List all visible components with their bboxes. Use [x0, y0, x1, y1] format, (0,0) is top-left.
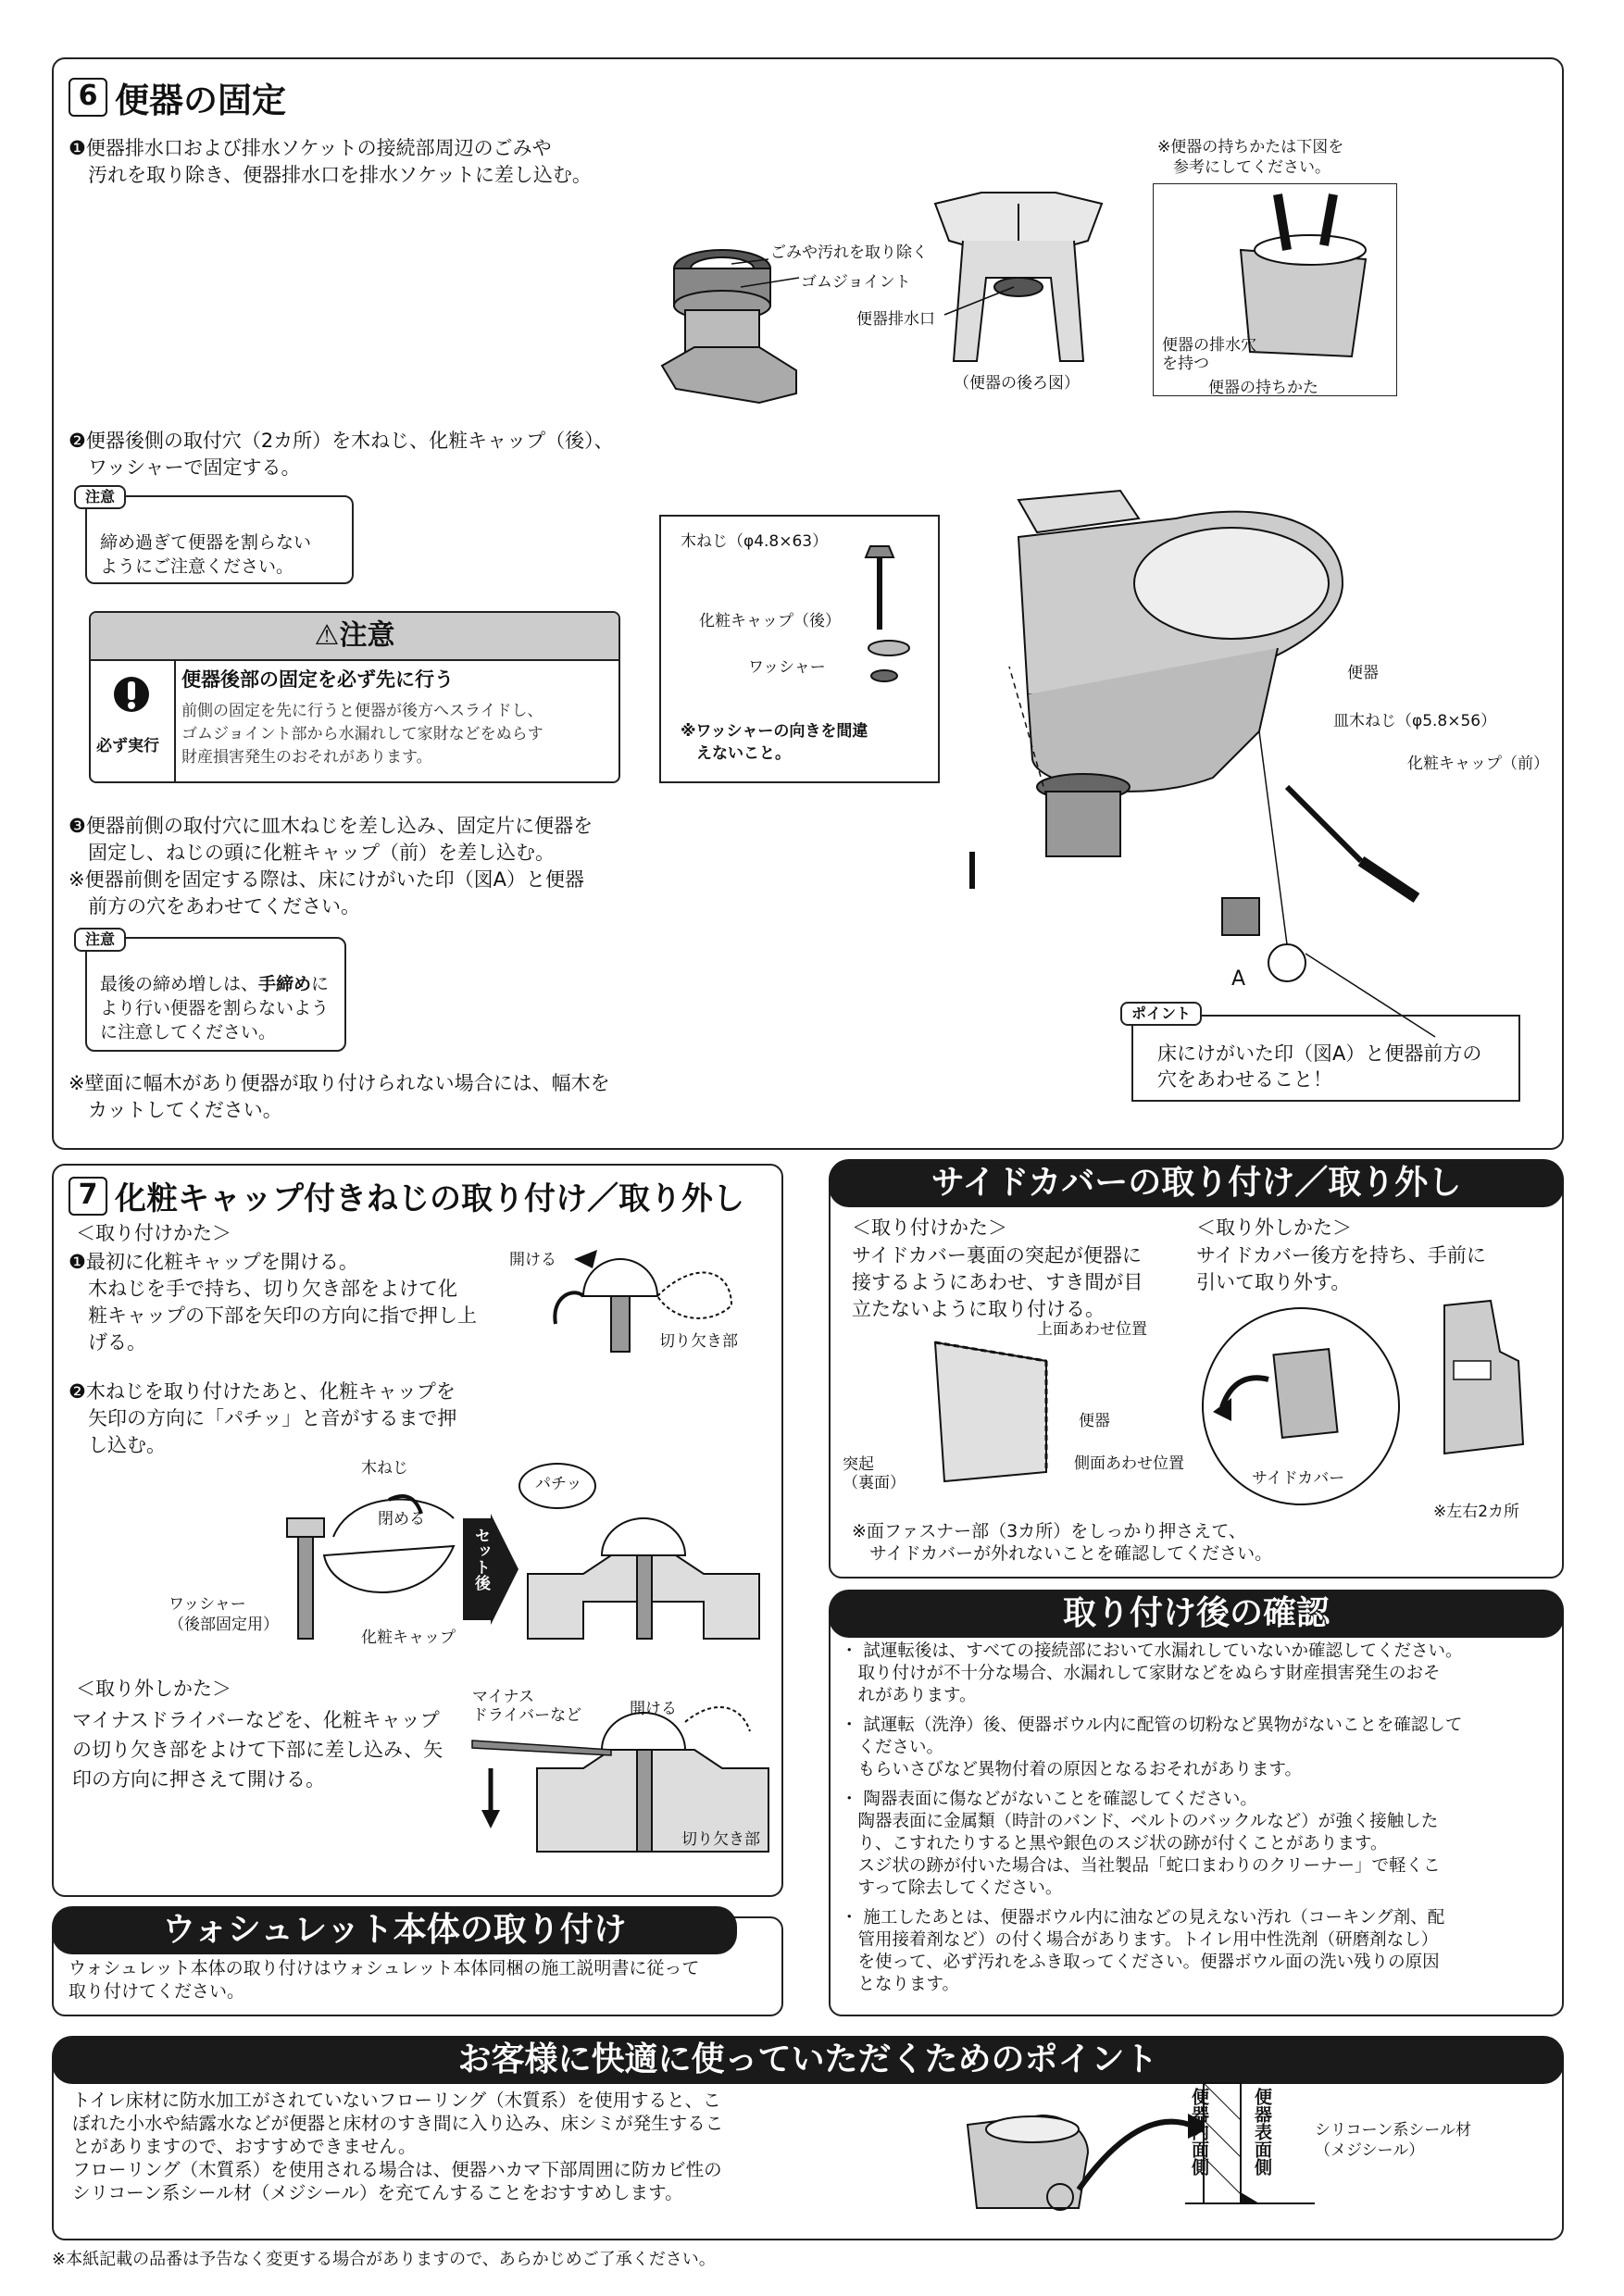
install-step-2: ❷木ねじを取り付けたあと、化粧キャップを 矢印の方向に「パチッ」と音がするまで押 し込む。	[69, 1380, 457, 1456]
label-pachi: パチッ	[535, 1475, 582, 1493]
warning-header: ⚠注意	[91, 613, 618, 661]
warning-head: 便器後部の固定を必ず先に行う	[181, 668, 454, 691]
label-washer-rear: ワッシャー （後部固定用）	[169, 1595, 279, 1634]
label-toilet: 便器	[1347, 664, 1379, 682]
label-screw-front: 皿木ねじ（φ5.8×56）	[1333, 712, 1497, 730]
hold-note: ※便器の持ちかたは下図を 参考にしてください。	[1157, 138, 1344, 177]
point-text: 床にけがいた印（図A）と便器前方の 穴をあわせること！	[1157, 1042, 1482, 1091]
washlet-banner: ウォシュレット本体の取り付け	[52, 1906, 737, 1954]
caution-tag-1: 注意	[74, 485, 126, 509]
points-text: トイレ床材に防水加工がされていないフローリング（木質系）を使用すると、こ ぼれた小水や結露水などが便器と床材のすき間に入り込み、床シミが発生するこ とがありますので、おすすめできません。 フローリング（木質系）を使用される場合は、便器ハカマ下部周囲に防カビ性の シリコーン系シール材（メジシール）を充てんすることをおすすめします。	[72, 2090, 724, 2203]
rear-screw-illustration	[852, 537, 926, 694]
side-cover-install-illustration	[917, 1324, 1065, 1491]
label-mark-a: A	[1231, 967, 1246, 991]
label-outlet: 便器排水口	[856, 310, 935, 329]
side-cover-remove-illustration	[1213, 1324, 1389, 1491]
point-tag: ポイント	[1120, 1002, 1202, 1026]
label-top-position: 上面あわせ位置	[1037, 1320, 1147, 1339]
caution-note-1	[85, 495, 354, 584]
caution-note-2	[85, 937, 346, 1052]
check-item: ・ 試運転（洗浄）後、便器ボウル内に配管の切粉など異物がないことを確認して ください。 もらいさびなど異物付着の原因となるおそれがあります。	[841, 1716, 1463, 1779]
label-minus-driver: マイナス ドライバーなど	[472, 1688, 582, 1725]
label-both-sides: ※左右2カ所	[1433, 1503, 1520, 1521]
label-set-after: セット後	[471, 1528, 490, 1591]
mandatory-action-icon	[113, 676, 150, 724]
remove-text: マイナスドライバーなどを、化粧キャップ の切り欠き部をよけて下部に差し込み、矢 印の方向に押さえて開ける。	[72, 1709, 443, 1791]
label-seal: シリコーン系シール材 （メジシール）	[1315, 2121, 1471, 2160]
section-title-text: 化粧キャップ付きねじの取り付け／取り外し	[115, 1180, 744, 1217]
section-7-title	[69, 1173, 744, 1218]
label-hold-how: 便器の持ちかた	[1208, 379, 1318, 397]
side-remove-text: サイドカバー後方を持ち、手前に 引いて取り外す。	[1196, 1244, 1486, 1293]
caution-tag-2: 注意	[74, 928, 126, 952]
step-3-text: ❸便器前側の取付穴に皿木ねじを差し込み、固定片に便器を 固定し、ねじの頭に化粧キャップ（前）を差し込む。 ※便器前側を固定する際は、床にけがいた印（図A）と便器 前方の穴をあわせてください。	[69, 815, 593, 917]
washer-note: ※ワッシャーの向きを間違 えないこと。	[681, 722, 868, 763]
label-notch-2: 切り欠き部	[681, 1830, 760, 1849]
label-washer: ワッシャー	[748, 658, 826, 677]
label-hold-hole: 便器の排水穴 を持つ	[1162, 336, 1256, 373]
baseboard-note: ※壁面に幅木があり便器が取り付けられない場合には、幅木を カットしてください。	[69, 1072, 610, 1121]
toilet-fixing-illustration	[954, 481, 1472, 1000]
toilet-side-illustration	[1417, 1296, 1537, 1481]
label-back-view: （便器の後ろ図）	[954, 374, 1080, 393]
label-inner-side: 便器内面側	[1189, 2088, 1209, 2176]
label-close: 閉める	[378, 1510, 425, 1529]
section-title-text: 便器の固定	[115, 81, 286, 120]
label-cap-front: 化粧キャップ（前）	[1407, 755, 1549, 773]
label-outer-side: 便器表面側	[1252, 2088, 1272, 2176]
check-list	[841, 1641, 1554, 1996]
label-dirt: ごみや汚れを取り除く	[770, 243, 928, 262]
step-2-text: ❷便器後側の取付穴（2カ所）を木ねじ、化粧キャップ（後）、 ワッシャーで固定する。	[69, 430, 614, 479]
label-bump: 突起 （裏面）	[843, 1455, 906, 1492]
check-item: ・ 試運転後は、すべての接続部において水漏れしていないか確認してください。 取り付けが不十分な場合、水漏れして家財などをぬらす財産損害発生のおそ れがあります。	[841, 1641, 1463, 1705]
check-banner: 取り付け後の確認	[829, 1590, 1564, 1638]
check-item: ・ 施工したあとは、便器ボウル内に油などの見えない汚れ（コーキング剤、配 管用接着剤など）の付く場合があります。トイレ用中性洗剤（研磨剤なし） を使って、必ず汚れをふき取ってください。便器ボウル面の洗い残りの原因 となります。	[841, 1908, 1445, 1994]
warning-icon-label: 必ず実行	[96, 737, 159, 755]
install-step-1: ❶最初に化粧キャップを開ける。 木ねじを手で持ち、切り欠き部をよけて化 粧キャップの下部を矢印の方向に指で押し上 げる。	[69, 1251, 477, 1354]
label-cover: サイドカバー	[1252, 1469, 1345, 1488]
label-screw: 木ねじ	[361, 1459, 408, 1478]
label-side-toilet: 便器	[1079, 1412, 1110, 1430]
side-cover-note: ※面ファスナー部（3カ所）をしっかり押さえて、 サイドカバーが外れないことを確認してください。	[852, 1521, 1273, 1564]
label-side-position: 側面あわせ位置	[1074, 1454, 1184, 1473]
label-cap: 化粧キャップ	[361, 1628, 456, 1647]
remove-heading: ＜取り外しかた＞	[76, 1678, 231, 1700]
caution-note-2-emphasis: 手締め	[258, 974, 312, 994]
step-1-text: ❶便器排水口および排水ソケットの接続部周辺のごみや 汚れを取り除き、便器排水口を排水ソケットに差し込む。	[69, 137, 592, 186]
side-remove-heading: ＜取り外しかた＞	[1196, 1217, 1352, 1239]
points-banner: お客様に快適に使っていただくためのポイント	[52, 2036, 1564, 2084]
section-number: 6	[69, 78, 107, 117]
install-heading: ＜取り付けかた＞	[76, 1222, 231, 1244]
washlet-text: ウォシュレット本体の取り付けはウォシュレット本体同梱の施工説明書に従って 取り付けてください。	[69, 1958, 700, 2002]
label-open-2: 開ける	[630, 1700, 677, 1718]
check-item: ・ 陶器表面に傷などがないことを確認してください。 陶器表面に金属類（時計のバンド、ベルトのバックルなど）が強く接触した り、こすれたりすると黒や銀色のスジ状の跡が付くことがあります。 スジ状の跡が付いた場合は、当社製品「蛇口まわりのクリーナー」で軽くこ すって除去してください。	[841, 1790, 1441, 1898]
label-notch: 切り欠き部	[659, 1332, 738, 1351]
side-install-heading: ＜取り付けかた＞	[852, 1217, 1007, 1239]
label-open: 開ける	[509, 1251, 556, 1269]
label-gasket: ゴムジョイント	[801, 273, 911, 292]
section-number: 7	[69, 1177, 107, 1216]
side-cover-banner: サイドカバーの取り付け／取り外し	[829, 1159, 1564, 1207]
caution-note-1-text: 締め過ぎて便器を割らない ようにご注意ください。	[100, 532, 312, 577]
side-install-text: サイドカバー裏面の突起が便器に 接するようにあわせ、すき間が目 立たないように取り付ける。	[852, 1244, 1143, 1320]
caution-note-2-text-c: に より行い便器を割らないよう に注意してください。	[100, 974, 330, 1042]
caution-note-2-text-a: 最後の締め増しは、	[100, 974, 259, 994]
label-rear-screw: 木ねじ（φ4.8×63）	[681, 532, 829, 551]
warning-body: 前側の固定を先に行うと便器が後方へスライドし、 ゴムジョイント部から水漏れして家財などをぬらす 財産損害発生のおそれがあります。	[181, 702, 543, 767]
label-cap-rear: 化粧キャップ（後）	[699, 612, 841, 630]
footer-note: ※本紙記載の品番は予告なく変更する場合がありますので、あらかじめご了承ください。	[52, 2250, 716, 2269]
